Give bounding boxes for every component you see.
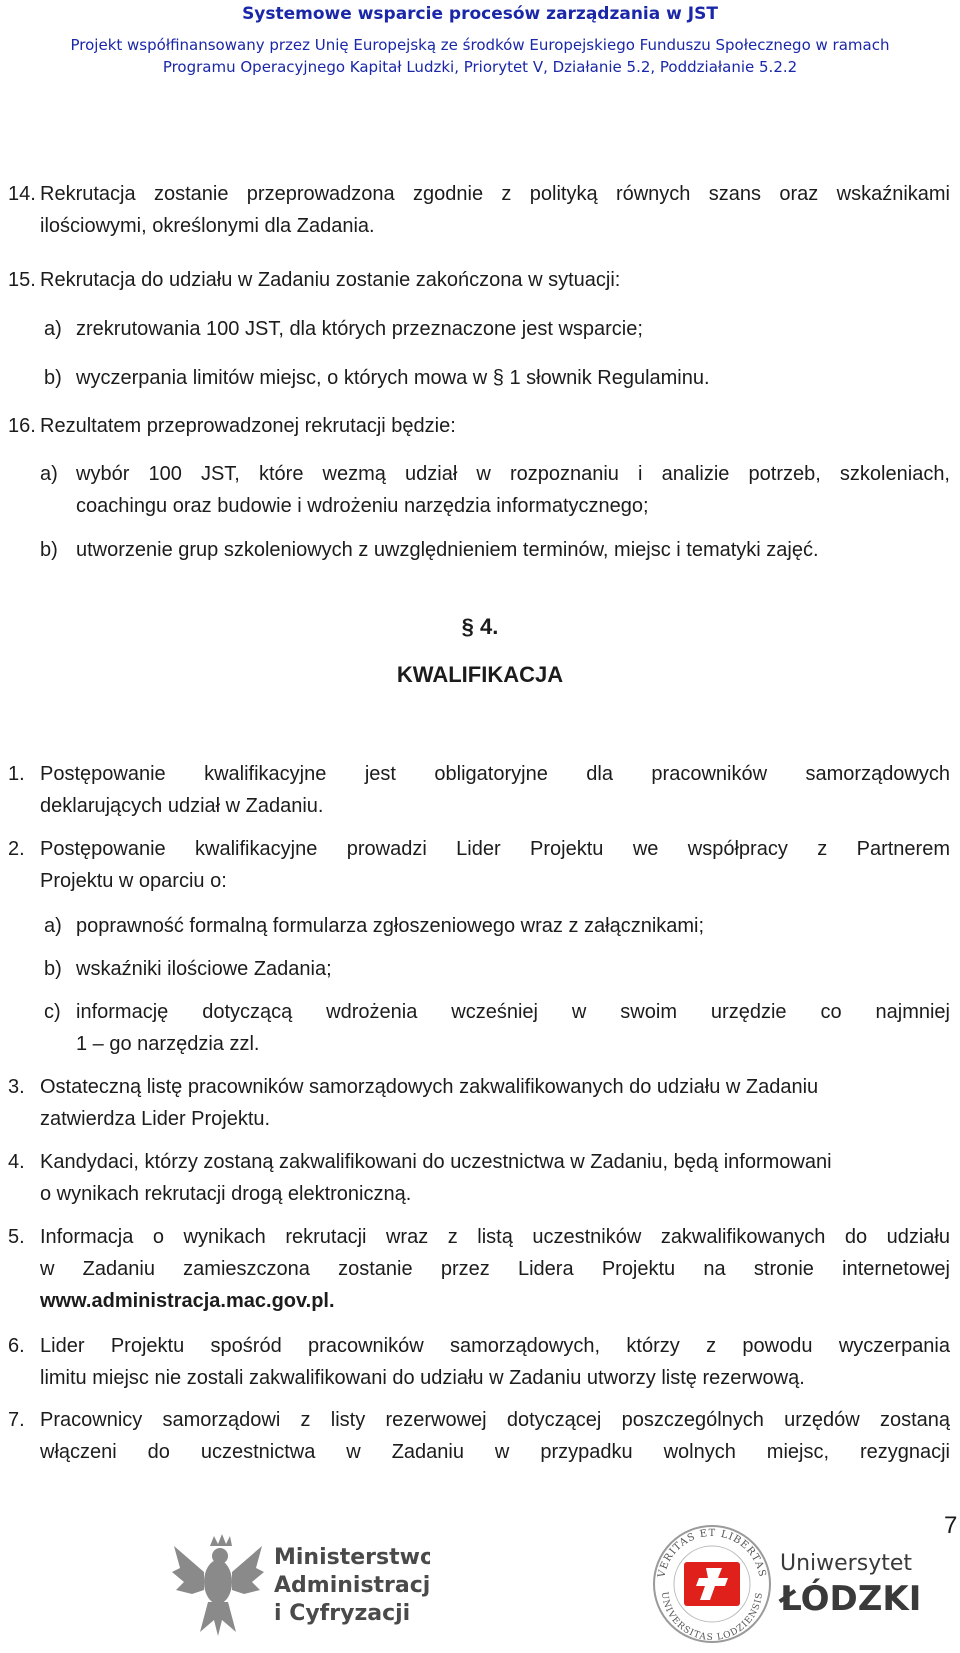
kw-item-3-line1: Ostateczną listę pracowników samorządowych zakwalifikowanych do udziału w Zadaniu — [40, 1076, 819, 1098]
page-number: 7 — [944, 1512, 958, 1539]
kw-item-2c-line1: informację dotyczącą wdrożenia wcześniej w swoim urzędzie co najmniej — [76, 1001, 950, 1023]
item-16a-line1: wybór 100 JST, które wezmą udział w rozpoznaniu i analizie potrzeb, szkoleniach, — [76, 463, 950, 485]
kw-item-1-line2: deklarujących udział w Zadaniu. — [40, 795, 324, 817]
university-logo — [648, 1520, 938, 1648]
item-16b-letter: b) — [40, 539, 58, 561]
kw-item-1-line1: Postępowanie kwalifikacyjne jest obligatoryjne dla pracowników samorządowych — [40, 763, 950, 785]
ministry-name-line3: i Cyfryzacji — [274, 1601, 411, 1626]
kw-item-4-line2: o wynikach rekrutacji drogą elektroniczną. — [40, 1183, 412, 1205]
seal-bottom-text: UNIVERSITAS LODZIENSIS — [658, 1591, 766, 1644]
university-name-line1: Uniwersytet — [780, 1551, 912, 1576]
kw-item-6-number: 6. — [8, 1335, 25, 1357]
kw-item-2-number: 2. — [8, 838, 25, 860]
kw-item-3-line2: zatwierdza Lider Projektu. — [40, 1108, 271, 1130]
item-15b-text: wyczerpania limitów miejsc, o których mowa w § 1 słownik Regulaminu. — [76, 367, 710, 389]
kw-item-4-number: 4. — [8, 1151, 25, 1173]
seal-top-text: VERITAS ET LIBERTAS — [656, 1527, 768, 1579]
item-16a-line2: coachingu oraz budowie i wdrożeniu narzędzia informatycznego; — [76, 495, 649, 517]
website-link[interactable]: www.administracja.mac.gov.pl. — [40, 1290, 335, 1312]
kw-item-6-line2: limitu miejsc nie zostali zakwalifikowani do udziału w Zadaniu utworzy listę rezerwową. — [40, 1367, 805, 1389]
item-14-line1: Rekrutacja zostanie przeprowadzona zgodnie z polityką równych szans oraz wskaźnikami — [40, 183, 950, 205]
kw-item-6-line1: Lider Projektu spośród pracowników samorządowych, którzy z powodu wyczerpania — [40, 1335, 950, 1357]
kw-item-2c-line2: 1 – go narzędzia zzl. — [76, 1033, 260, 1055]
header-title: Systemowe wsparcie procesów zarządzania w JST — [242, 4, 718, 24]
kw-item-5-line1: Informacja o wynikach rekrutacji wraz z listą uczestników zakwalifikowanych do udziału — [40, 1226, 950, 1248]
ministry-name-line1: Ministerstwo — [274, 1545, 430, 1570]
section-symbol: § 4. — [461, 614, 499, 639]
item-16-number: 16. — [8, 415, 36, 437]
kw-item-2c-letter: c) — [44, 1001, 61, 1023]
item-15-number: 15. — [8, 269, 36, 291]
kw-item-4-line1: Kandydaci, którzy zostaną zakwalifikowani do uczestnictwa w Zadaniu, będą informowani — [40, 1151, 832, 1173]
header-project-line2: Programu Operacyjnego Kapitał Ludzki, Priorytet V, Działanie 5.2, Poddziałanie 5.2.2 — [162, 58, 798, 76]
kw-item-7-line2: włączeni do uczestnictwa w Zadaniu w przypadku wolnych miejsc, rezygnacji — [40, 1441, 950, 1463]
ministry-logo — [170, 1524, 430, 1642]
item-16b-text: utworzenie grup szkoleniowych z uwzględnieniem terminów, miejsc i tematyki zajęć. — [76, 539, 819, 561]
item-15a-letter: a) — [44, 318, 62, 340]
item-14-number: 14. — [8, 183, 36, 205]
eagle-icon — [170, 1524, 430, 1642]
kw-item-5-line2: w Zadaniu zamieszczona zostanie przez Lidera Projektu na stronie internetowej — [40, 1258, 950, 1280]
kw-item-7-number: 7. — [8, 1409, 25, 1431]
kw-item-2-line2: Projektu w oparciu o: — [40, 870, 227, 892]
kw-item-2-line1: Postępowanie kwalifikacyjne prowadzi Lider Projektu we współpracy z Partnerem — [40, 838, 950, 860]
university-name-line2: ŁÓDZKI — [780, 1579, 922, 1619]
section-title: KWALIFIKACJA — [396, 662, 564, 687]
ministry-name-line2: Administracji — [274, 1573, 430, 1598]
item-15b-letter: b) — [44, 367, 62, 389]
kw-item-2a-text: poprawność formalną formularza zgłoszeniowego wraz z załącznikami; — [76, 915, 705, 937]
header-project-line1: Projekt współfinansowany przez Unię Europejską ze środków Europejskiego Funduszu Społecznego w ramach — [70, 36, 890, 54]
item-15a-text: zrekrutowania 100 JST, dla których przeznaczone jest wsparcie; — [76, 318, 643, 340]
kw-item-2b-text: wskaźniki ilościowe Zadania; — [76, 958, 332, 980]
item-15-text: Rekrutacja do udziału w Zadaniu zostanie zakończona w sytuacji: — [40, 269, 621, 291]
item-14-line2: ilościowymi, określonymi dla Zadania. — [40, 215, 375, 237]
kw-item-5-number: 5. — [8, 1226, 25, 1248]
kw-item-7-line1: Pracownicy samorządowi z listy rezerwowej dotyczącej poszczególnych urzędów zostaną — [40, 1409, 950, 1431]
item-16a-letter: a) — [40, 463, 58, 485]
kw-item-2b-letter: b) — [44, 958, 62, 980]
item-16-text: Rezultatem przeprowadzonej rekrutacji będzie: — [40, 415, 456, 437]
kw-item-3-number: 3. — [8, 1076, 25, 1098]
kw-item-2a-letter: a) — [44, 915, 62, 937]
university-seal-icon — [648, 1520, 938, 1648]
kw-item-1-number: 1. — [8, 763, 25, 785]
